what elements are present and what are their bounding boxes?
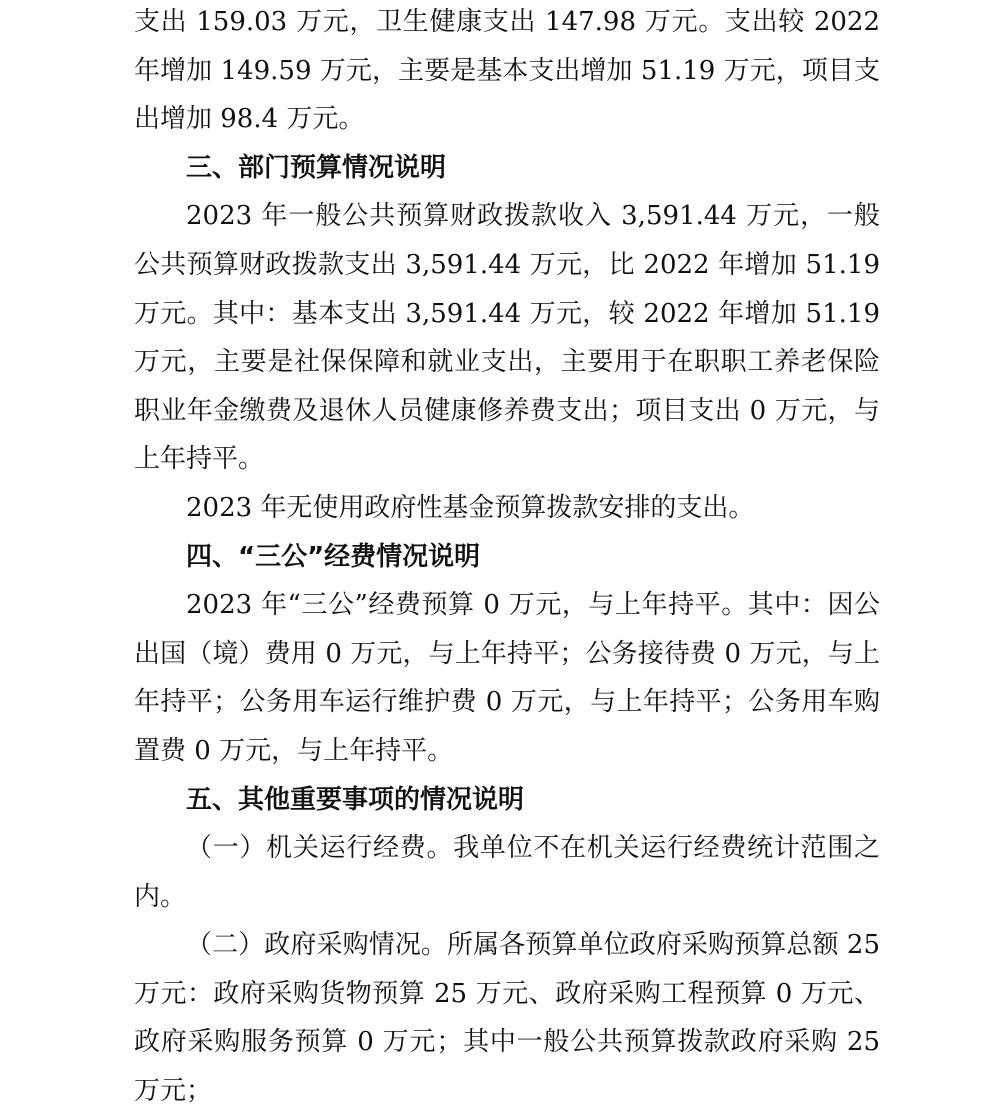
paragraph-general-budget: 2023 年一般公共预算财政拨款收入 3,591.44 万元，一般公共预算财政拨款支出 3,591.44 万元，比 2022 年增加 51.19 万元。其中：基本支出 3,591.44 万元，较 2022 年增加 51.19 万元，主要是社保保障和就业支出，主要用于在职职工养老保险职业年金缴费及退休人员健康修养费支出；项目支出 0 万元，与上年持平。	[134, 201, 880, 475]
paragraph-three-public: 2023 年“三公”经费预算 0 万元，与上年持平。其中：因公出国（境）费用 0 万元，与上年持平；公务接待费 0 万元，与上年持平；公务用车运行维护费 0 万元，与上年持平；公务用车购置费 0 万元，与上年持平。	[134, 590, 880, 766]
section-heading-department-budget: 三、部门预算情况说明	[186, 152, 447, 183]
document-body	[134, 0, 880, 1116]
section-heading-other-matters: 五、其他重要事项的情况说明	[186, 784, 525, 815]
paragraph-operating-funds: （一）机关运行经费。我单位不在机关运行经费统计范围之内。	[134, 833, 880, 912]
section-heading-three-public: 四、“三公”经费情况说明	[186, 541, 481, 572]
paragraph-procurement: （二）政府采购情况。所属各预算单位政府采购预算总额 25 万元：政府采购货物预算 25 万元、政府采购工程预算 0 万元、政府采购服务预算 0 万元；其中一般公共预算拨款政府采购 25 万元；	[134, 930, 880, 1107]
paragraph-expenditure-summary: 支出 159.03 万元，卫生健康支出 147.98 万元。支出较 2022 年增加 149.59 万元，主要是基本支出增加 51.19 万元，项目支出增加 98.4 万元。	[134, 7, 880, 135]
paragraph-government-fund: 2023 年无使用政府性基金预算拨款安排的支出。	[186, 492, 755, 523]
